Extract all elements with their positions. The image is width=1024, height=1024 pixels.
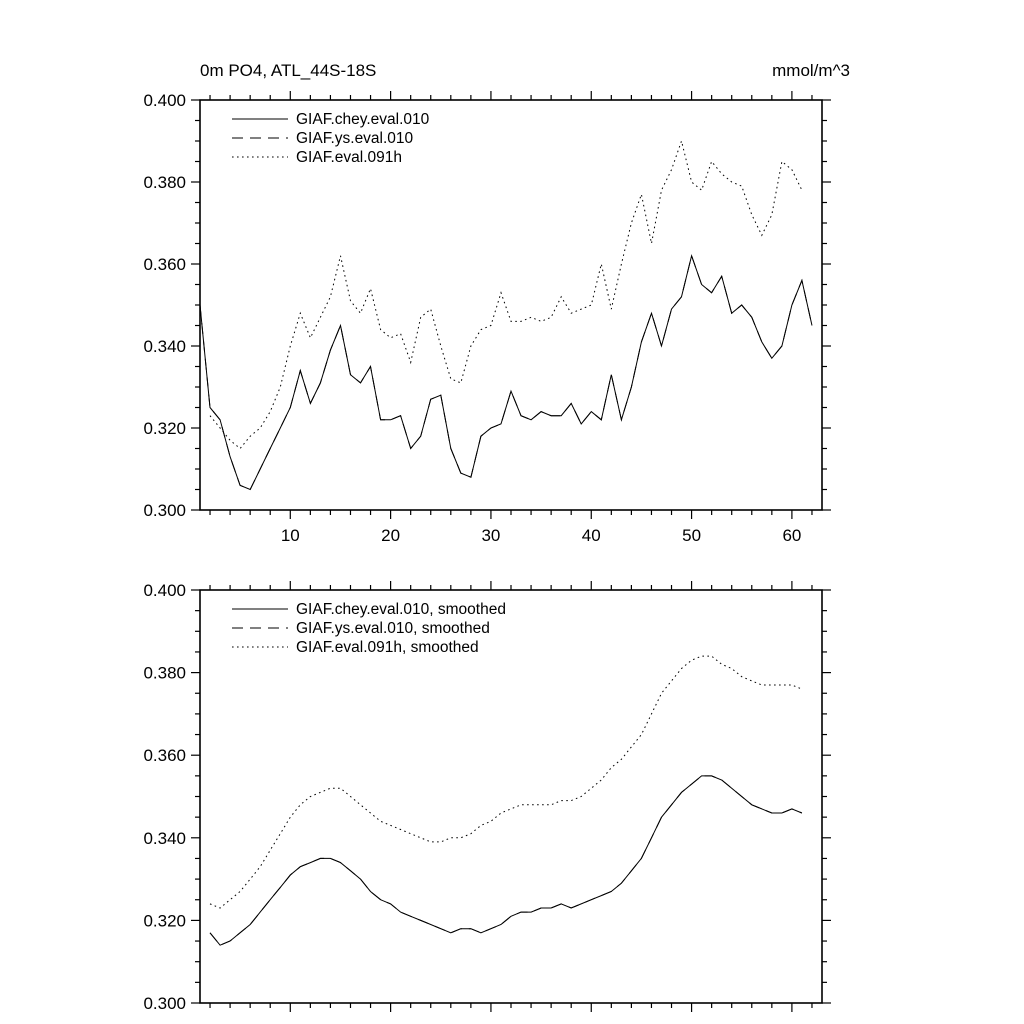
y-tick-label: 0.300 (143, 994, 186, 1013)
y-tick-label: 0.360 (143, 255, 186, 274)
y-tick-label: 0.400 (143, 581, 186, 600)
x-tick-label: 50 (682, 526, 702, 545)
series-line-1 (200, 256, 812, 490)
x-tick-label: 20 (381, 526, 401, 545)
series-line-0 (200, 256, 812, 490)
legend-label-1: GIAF.ys.eval.010 (296, 130, 414, 147)
x-tick-label: 10 (280, 526, 300, 545)
legend-label-0: GIAF.chey.eval.010, smoothed (296, 601, 506, 618)
legend-label-1: GIAF.ys.eval.010, smoothed (296, 620, 490, 637)
x-tick-label: 30 (481, 526, 501, 545)
series-line-1 (210, 776, 802, 945)
plot-frame (200, 100, 822, 510)
y-tick-label: 0.320 (143, 419, 186, 438)
y-tick-label: 0.400 (143, 91, 186, 110)
bottom-chart (143, 581, 831, 1013)
y-tick-label: 0.380 (143, 173, 186, 192)
y-tick-label: 0.360 (143, 746, 186, 766)
plot-frame (200, 590, 822, 1003)
y-tick-label: 0.340 (143, 828, 186, 848)
legend-label-2: GIAF.eval.091h (296, 149, 402, 166)
top-chart (143, 91, 831, 545)
y-tick-label: 0.380 (143, 663, 186, 683)
x-tick-label: 40 (581, 526, 601, 545)
y-tick-label: 0.320 (143, 911, 186, 931)
series-line-2 (210, 141, 802, 449)
legend-label-2: GIAF.eval.091h, smoothed (296, 639, 479, 656)
top-chart-units-label: mmol/m^3 (772, 61, 850, 80)
y-tick-label: 0.300 (143, 501, 186, 520)
top-chart-title: 0m PO4, ATL_44S-18S (200, 61, 377, 80)
legend-label-0: GIAF.chey.eval.010 (296, 111, 430, 128)
x-tick-label: 60 (782, 526, 802, 545)
y-tick-label: 0.340 (143, 337, 186, 356)
series-line-2 (210, 656, 802, 908)
